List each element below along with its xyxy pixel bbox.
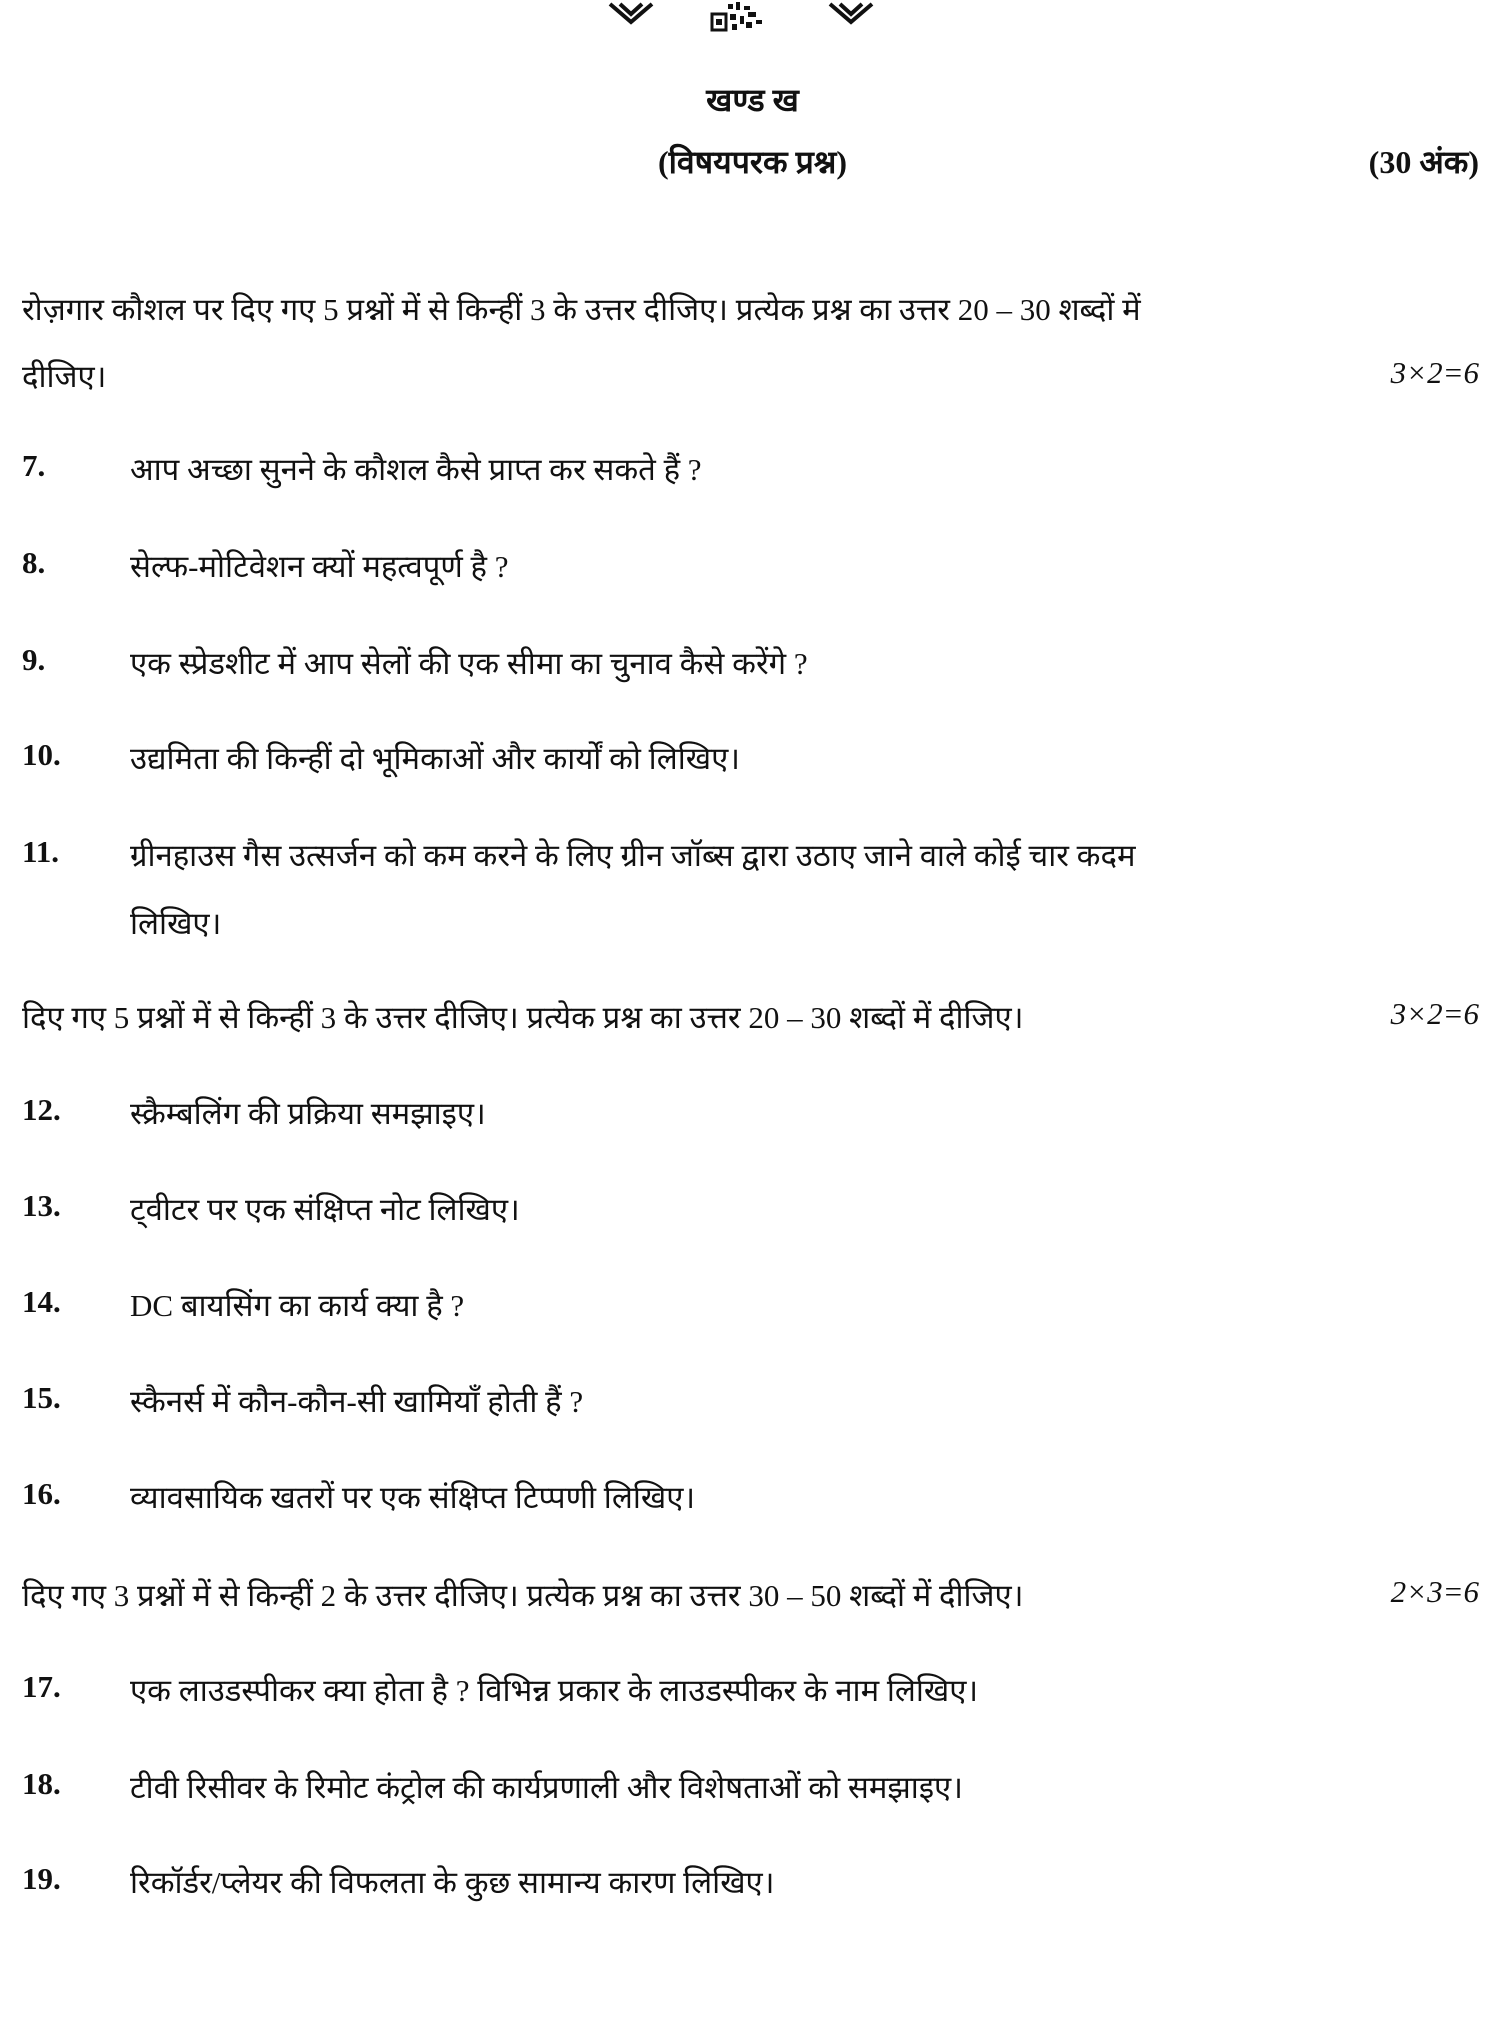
- question-number: 15.: [22, 1380, 61, 1415]
- question-text: ग्रीनहाउस गैस उत्सर्जन को कम करने के लिए ग्रीन जॉब्स द्वारा उठाए जाने वाले कोई चार कदम: [130, 838, 1136, 873]
- total-marks: (30 अंक): [1368, 144, 1479, 180]
- group-3-marks: 2×3=6: [1390, 1574, 1479, 1609]
- question-text: आप अच्छा सुनने के कौशल कैसे प्राप्त कर सकते हैं ?: [130, 452, 702, 487]
- group-1-instruction-cont: दीजिए।: [22, 359, 107, 394]
- question-text: ट्वीटर पर एक संक्षिप्त नोट लिखिए।: [130, 1192, 520, 1227]
- question-number: 14.: [22, 1284, 61, 1319]
- question-text: व्यावसायिक खतरों पर एक संक्षिप्त टिप्पणी लिखिए।: [130, 1480, 696, 1515]
- question-text: उद्यमिता की किन्हीं दो भूमिकाओं और कार्यों को लिखिए।: [130, 741, 740, 776]
- question-number: 12.: [22, 1092, 61, 1127]
- question-number: 7.: [22, 448, 46, 483]
- group-3-instruction: दिए गए 3 प्रश्नों में से किन्हीं 2 के उत्तर दीजिए। प्रत्येक प्रश्न का उत्तर 30 – 50 शब्दों में दीजिए।: [22, 1578, 1024, 1613]
- question-text: टीवी रिसीवर के रिमोट कंट्रोल की कार्यप्रणाली और विशेषताओं को समझाइए।: [130, 1770, 963, 1805]
- question-number: 13.: [22, 1188, 61, 1223]
- group-1-instruction: रोज़गार कौशल पर दिए गए 5 प्रश्नों में से किन्हीं 3 के उत्तर दीजिए। प्रत्येक प्रश्न का उत्तर 20 – 30 शब्दों में: [22, 292, 1141, 327]
- question-text: सेल्फ-मोटिवेशन क्यों महत्वपूर्ण है ?: [130, 549, 509, 584]
- question-number: 18.: [22, 1766, 61, 1801]
- question-text: DC बायसिंग का कार्य क्या है ?: [130, 1288, 465, 1323]
- question-number: 10.: [22, 737, 61, 772]
- group-2-instruction: दिए गए 5 प्रश्नों में से किन्हीं 3 के उत्तर दीजिए। प्रत्येक प्रश्न का उत्तर 20 – 30 शब्दों में दीजिए।: [22, 1000, 1024, 1035]
- question-text: एक स्प्रेडशीट में आप सेलों की एक सीमा का चुनाव कैसे करेंगे ?: [130, 646, 808, 681]
- question-text: स्क्रैम्बलिंग की प्रक्रिया समझाइए।: [130, 1096, 486, 1131]
- emblem-left-icon: [606, 0, 656, 26]
- question-number: 9.: [22, 642, 46, 677]
- question-text-cont: लिखिए।: [130, 906, 222, 941]
- section-subtitle: (विषयपरक प्रश्न): [657, 144, 848, 180]
- question-text: स्कैनर्स में कौन-कौन-सी खामियाँ होती हैं ?: [130, 1384, 584, 1419]
- section-title: खण्ड ख: [706, 82, 799, 118]
- question-number: 19.: [22, 1861, 61, 1896]
- group-2-marks: 3×2=6: [1390, 996, 1479, 1031]
- question-number: 8.: [22, 545, 46, 580]
- question-text: एक लाउडस्पीकर क्या होता है ? विभिन्न प्रकार के लाउडस्पीकर के नाम लिखिए।: [130, 1673, 979, 1708]
- question-number: 17.: [22, 1669, 61, 1704]
- emblem-right-icon: [826, 0, 876, 26]
- question-number: 11.: [22, 834, 60, 869]
- question-number: 16.: [22, 1476, 61, 1511]
- question-text: रिकॉर्डर/प्लेयर की विफलता के कुछ सामान्य कारण लिखिए।: [130, 1865, 775, 1900]
- group-1-marks: 3×2=6: [1390, 355, 1479, 390]
- qr-code-icon: [710, 0, 770, 32]
